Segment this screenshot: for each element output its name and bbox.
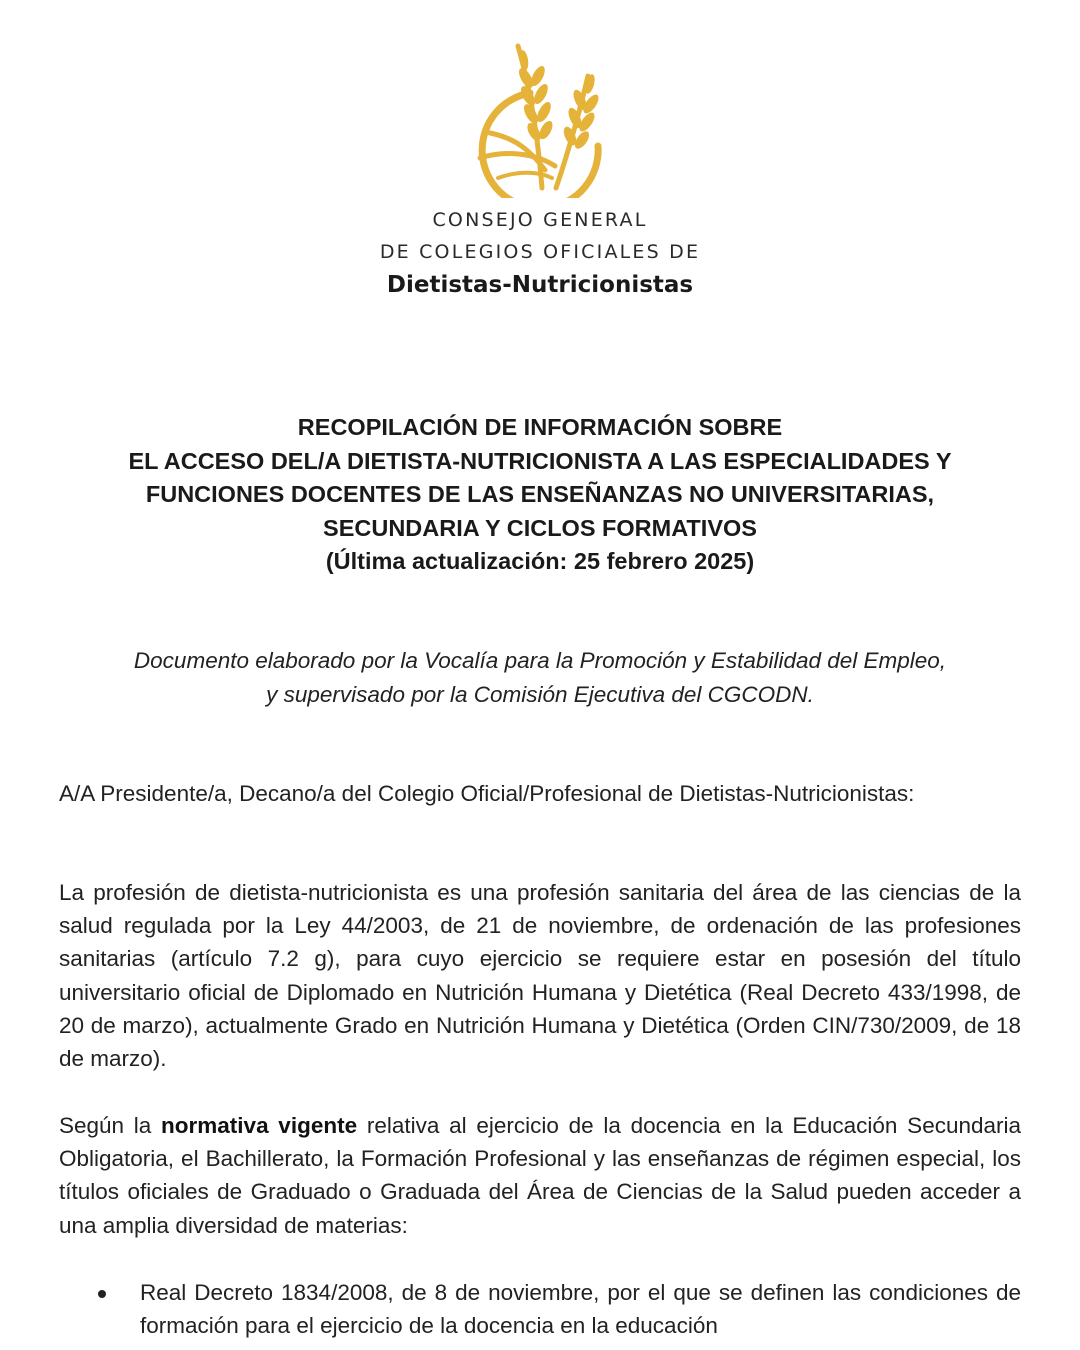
last-update-date: (Última actualización: 25 febrero 2025) (325, 548, 755, 574)
org-name-line2: DE COLEGIOS OFICIALES DE (379, 241, 701, 263)
title-line: FUNCIONES DOCENTES DE LAS ENSEÑANZAS NO UNIVERSITARIAS, (145, 481, 935, 507)
list-item (98, 1276, 1021, 1342)
org-name-line3: Dietistas-Nutricionistas (386, 272, 694, 298)
body-paragraph-2 (59, 1109, 1021, 1242)
wheat-sun-logo-icon (460, 38, 620, 198)
paragraph-text: relativa al ejercicio de la docencia en la Educación Secundaria Obligatoria, el Bachillerato, la Formación Profesional y las enseñanzas de régimen especial, los títulos oficiales de Graduado o Graduada del Área de Ciencias de la Salud pueden acceder a una amplia diversidad de materias: (59, 1113, 1022, 1238)
title-line: RECOPILACIÓN DE INFORMACIÓN SOBRE (297, 414, 783, 440)
subtitle-line: Documento elaborado por la Vocalía para la Promoción y Estabilidad del Empleo, (133, 648, 947, 673)
body-paragraph-1: La profesión de dietista-nutricionista es una profesión sanitaria del área de las ciencias de la salud regulada por la Ley 44/2003, de 21 de noviembre, de ordenación de las profesiones sanitarias (artículo 7.2 g), para cuyo ejercicio se requiere estar en posesión del título universitario oficial de Diplomado en Nutrición Humana y Dietética (Real Decreto 433/1998, de 20 de marzo), actualmente Grado en Nutrición Humana y Dietética (Orden CIN/730/2009, de 18 de marzo). (59, 880, 1021, 1072)
normativa-vigente-bold: normativa vigente (161, 1113, 358, 1138)
org-name-line1: CONSEJO GENERAL (432, 209, 648, 231)
document-title (60, 411, 1020, 579)
list-item-text: Real Decreto 1834/2008, de 8 de noviembre, por el que se definen las condiciones de formación para el ejercicio de la docencia en la educación (140, 1280, 1021, 1339)
paragraph-text: Según la (59, 1113, 162, 1138)
title-line: EL ACCESO DEL/A DIETISTA-NUTRICIONISTA A LAS ESPECIALIDADES Y (128, 447, 952, 474)
addressee-paragraph: A/A Presidente/a, Decano/a del Colegio Oficial/Profesional de Dietistas-Nutricionistas: (59, 781, 915, 806)
title-line: SECUNDARIA Y CICLOS FORMATIVOS (323, 514, 757, 541)
document-subtitle (40, 644, 1040, 712)
subtitle-line: y supervisado por la Comisión Ejecutiva del CGCODN. (266, 682, 814, 707)
bullet-icon (98, 1290, 106, 1298)
logo-header (0, 38, 1080, 302)
